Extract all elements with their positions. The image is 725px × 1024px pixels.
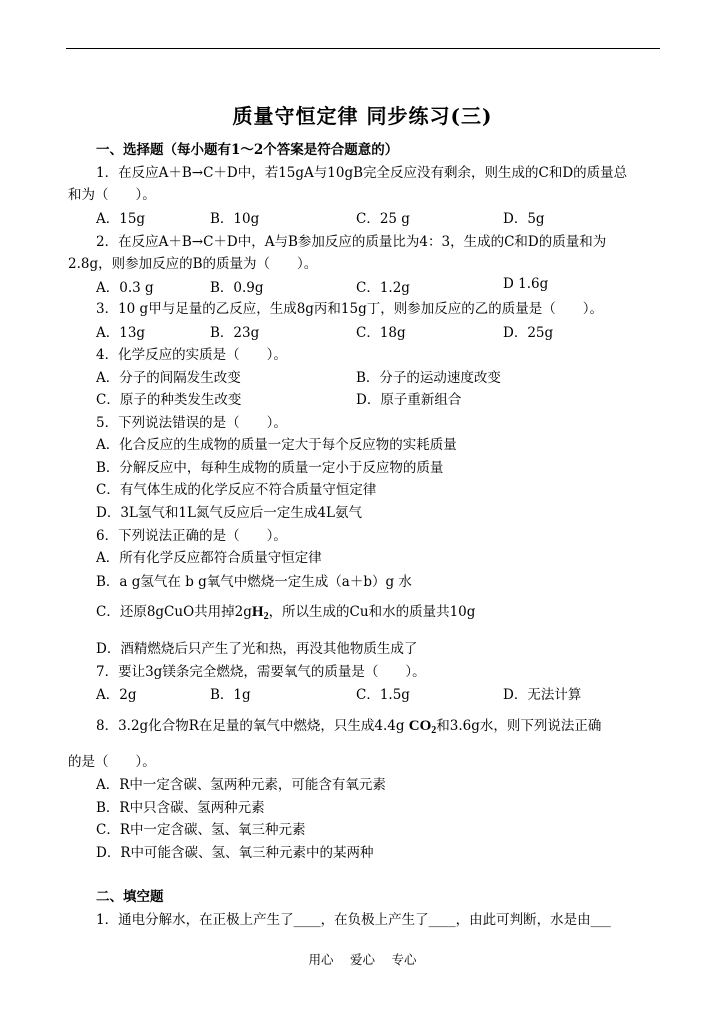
q2-option-c: C．1.2g: [356, 280, 410, 296]
q8-option-d: D．R中可能含碳、氢、氧三种元素中的某两种: [96, 845, 374, 861]
q3-option-d: D．25g: [503, 325, 554, 341]
q6-option-c-text-end: ，所以生成的Cu和水的质量共10g: [268, 604, 476, 620]
q4-option-b: B．分子的运动速度改变: [356, 370, 501, 386]
q3-line-1: 3．10 g甲与足量的乙反应，生成8g丙和15g丁，则参加反应的乙的质量是（ ）。: [96, 301, 604, 317]
q1-option-c: C．25 g: [356, 211, 410, 227]
q2-option-b: B．0.9g: [210, 280, 264, 296]
q7-option-d: D．无法计算: [503, 687, 582, 703]
h2-formula: $H_2$: [251, 604, 269, 622]
q2-option-a: A．0.3 g: [96, 280, 154, 296]
q8-line-2: 的是（ ）。: [68, 754, 156, 770]
page-footer: 用心 爱心 专心: [308, 952, 417, 967]
page-title: 质量守恒定律 同步练习(三): [232, 104, 493, 128]
q8-option-c: C．R中一定含碳、氢、氧三种元素: [96, 822, 306, 838]
q6-option-a: A．所有化学反应都符合质量守恒定律: [96, 550, 322, 566]
q7-option-b: B．1g: [210, 687, 251, 703]
q3-option-b: B．23g: [210, 325, 260, 341]
q7-option-c: C．1.5g: [356, 687, 410, 703]
q8-option-b: B．R中只含碳、氢两种元素: [96, 800, 265, 816]
q4-line-1: 4．化学反应的实质是（ ）。: [96, 347, 287, 363]
fill-q1-line-1: 1．通电分解水，在正极上产生了____，在负极上产生了____，由此可判断，水是由___: [96, 912, 611, 928]
q7-option-a: A．2g: [96, 687, 137, 703]
q8-line-1: 8．3.2g化合物R在足量的氧气中燃烧，只生成4.4g $CO_2$和3.6g水，则下列说法正确: [96, 718, 602, 736]
q3-option-c: C．18g: [356, 325, 406, 341]
q1-option-b: B．10g: [210, 211, 260, 227]
q6-option-c-text: C．还原8gCuO共用掉2g: [96, 604, 252, 620]
section-2-heading: 二、填空题: [96, 889, 164, 905]
q5-option-c: C．有气体生成的化学反应不符合质量守恒定律: [96, 482, 377, 498]
q6-option-d: D．酒精燃烧后只产生了光和热，再没其他物质生成了: [96, 641, 418, 657]
q5-option-d: D．3L氢气和1L氮气反应后一定生成4L氨气: [96, 505, 362, 521]
q2-option-d: D 1.6g: [503, 276, 549, 292]
co2-formula: $CO_2$: [408, 718, 437, 736]
q1-option-d: D．5g: [503, 211, 545, 227]
q2-line-1: 2．在反应A＋B→C＋D中，A与B参加反应的质量比为4：3，生成的C和D的质量和为: [96, 234, 607, 250]
q4-option-d: D．原子重新组合: [356, 392, 462, 408]
q1-option-a: A．15g: [96, 211, 146, 227]
q8-option-a: A．R中一定含碳、氢两种元素，可能含有氧元素: [96, 777, 386, 793]
q5-option-a: A．化合反应的生成物的质量一定大于每个反应物的实耗质量: [96, 437, 457, 453]
header-rule: [66, 48, 660, 49]
q6-line-1: 6．下列说法正确的是（ ）。: [96, 528, 287, 544]
q1-line-2: 和为（ ）。: [68, 187, 156, 203]
q1-line-1: 1．在反应A＋B→C＋D中，若15gA与10gB完全反应没有剩余，则生成的C和D的质量总: [96, 165, 628, 181]
q4-option-a: A．分子的间隔发生改变: [96, 370, 241, 386]
q3-option-a: A．13g: [96, 325, 146, 341]
q5-option-b: B．分解反应中，每种生成物的质量一定小于反应物的质量: [96, 460, 444, 476]
section-1-heading: 一、选择题（每小题有1～2个答案是符合题意的）: [96, 142, 399, 158]
q6-option-b: B．a g氢气在 b g氧气中燃烧一定生成（a＋b）g 水: [96, 574, 412, 590]
q5-line-1: 5．下列说法错误的是（ ）。: [96, 415, 287, 431]
q2-line-2: 2.8g，则参加反应的B的质量为（ ）。: [68, 256, 318, 272]
q7-line-1: 7．要让3g镁条完全燃烧，需要氧气的质量是（ ）。: [96, 664, 426, 680]
q4-option-c: C．原子的种类发生改变: [96, 392, 242, 408]
q6-option-c: [96, 600, 475, 622]
